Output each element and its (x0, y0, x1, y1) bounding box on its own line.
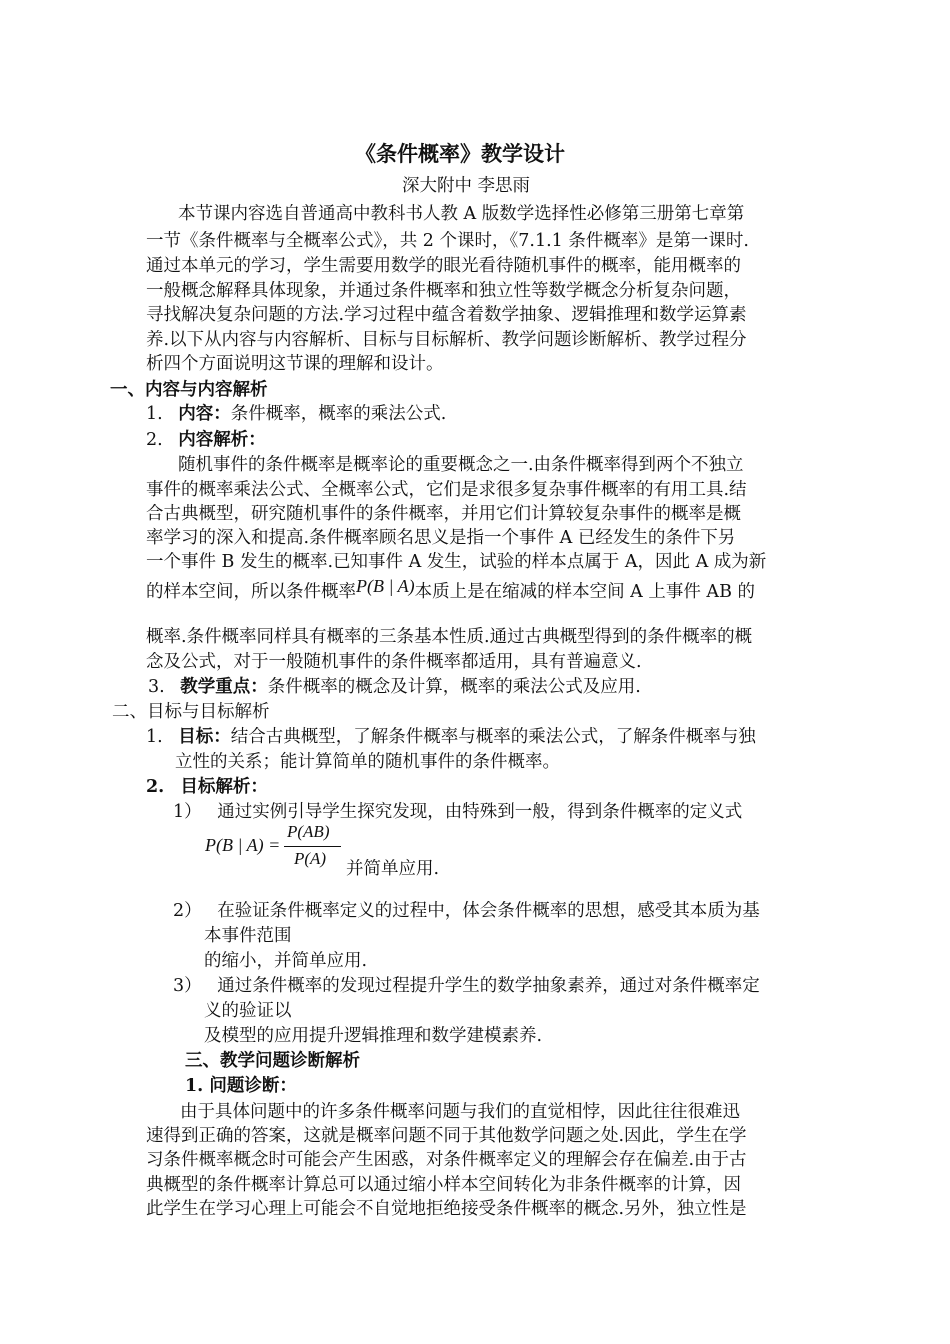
s1-para-line: 率学习的深入和提高.条件概率顾名思义是指一个事件 A 已经发生的条件下另 (146, 528, 736, 548)
s1-para-line: 合古典概型，研究随机事件的条件概率，并用它们计算较复杂事件的概率是概 (146, 504, 741, 524)
s2-item1-text: 结合古典概型，了解条件概率与概率的乘法公式，了解条件概率与独 (230, 727, 756, 747)
s3-para-line: 习条件概率概念时可能会产生困惑，对条件概率定义的理解会存在偏差.由于古 (146, 1150, 747, 1170)
s1-item2-label: 内容解析： (178, 430, 266, 450)
doc-author: 深大附中 李思雨 (402, 176, 531, 196)
s2-item1-cont: 立性的关系；能计算简单的随机事件的条件概率。 (175, 752, 560, 772)
s1-item3-text: 条件概率的概念及计算，概率的乘法公式及应用. (267, 677, 641, 697)
fraction-bar (284, 846, 341, 847)
s2-sub2-cont: 的缩小，并简单应用. (204, 951, 368, 971)
s1-item3-label: 教学重点： (180, 677, 268, 697)
s1-item2-num: 2. (146, 430, 163, 450)
s2-sub2 (173, 899, 760, 923)
s2-sub3-cont: 及模型的应用提升逻辑推理和数学建模素养. (204, 1026, 543, 1046)
s3-para-line: 由于具体问题中的许多条件概率问题与我们的直觉相悖，因此往往很难迅 (180, 1102, 740, 1122)
s1-item1-label: 内容： (178, 404, 231, 424)
s2-sub3-cont: 义的验证以 (204, 1001, 292, 1021)
s1-para2-line: 念及公式，对于一般随机事件的条件概率都适用，具有普遍意义. (146, 652, 642, 672)
s2-sub1-text: 通过实例引导学生探究发现，由特殊到一般，得到条件概率的定义式 (217, 802, 743, 822)
s2-sub3-num: 3） (173, 976, 202, 996)
s3-sub-heading: 1. 问题诊断： (185, 1076, 297, 1096)
formula-denominator: P(A) (294, 849, 327, 868)
doc-title: 《条件概率》教学设计 (355, 141, 565, 166)
s1-item1-num: 1. (146, 404, 163, 424)
intro-line: 一般概念解释具体现象，并通过条件概率和独立性等数学概念分析复杂问题， (146, 281, 741, 301)
s2-item1-num: 1. (146, 727, 163, 747)
intro-line: 析四个方面说明这节课的理解和设计。 (146, 354, 444, 374)
section2-heading: 二、目标与目标解析 (112, 702, 270, 722)
formula-fraction (284, 822, 344, 872)
s1-item2 (146, 428, 266, 452)
s1-para-line: 随机事件的条件概率是概率论的重要概念之一.由条件概率得到两个不独立 (178, 455, 744, 475)
s2-item1-label: 目标： (178, 727, 231, 747)
s1-para2-line: 概率.条件概率同样具有概率的三条基本性质.通过古典概型得到的条件概率的概 (146, 627, 753, 647)
s2-sub3-text: 通过条件概率的发现过程提升学生的数学抽象素养，通过对条件概率定 (217, 976, 760, 996)
section1-heading: 一、内容与内容解析 (110, 380, 268, 400)
s1-line6-post: 本质上是在缩减的样本空间 A 上事件 AB 的 (414, 582, 755, 602)
intro-line: 寻找解决复杂问题的方法.学习过程中蕴含着数学抽象、逻辑推理和数学运算素 (146, 305, 747, 325)
s2-item1 (146, 725, 756, 749)
s3-para-line: 此学生在学习心理上可能会不自觉地拒绝接受条件概率的概念.另外，独立性是 (146, 1199, 747, 1219)
s3-para-line: 速得到正确的答案，这就是概率问题不同于其他数学问题之处.因此，学生在学 (146, 1126, 747, 1146)
s2-item2-num: 2. (146, 777, 165, 797)
s2-item2-label: 目标解析： (180, 777, 268, 797)
s2-sub2-cont: 本事件范围 (204, 926, 292, 946)
s1-para-line: 事件的概率乘法公式、全概率公式，它们是求很多复杂事件概率的有用工具.结 (146, 480, 747, 500)
s1-para-line-math (146, 576, 755, 603)
s1-para-line: 一个事件 B 发生的概率.已知事件 A 发生，试验的样本点属于 A，因此 A 成为新 (146, 552, 767, 572)
s3-para-line: 典概型的条件概率计算总可以通过缩小样本空间转化为非条件概率的计算，因 (146, 1175, 741, 1195)
intro-line: 本节课内容选自普通高中教科书人教 A 版数学选择性必修第三册第七章第 (178, 204, 745, 224)
intro-line: 通过本单元的学习，学生需要用数学的眼光看待随机事件的概率，能用概率的 (146, 256, 741, 276)
s2-sub1 (173, 800, 742, 824)
s1-item3 (148, 675, 641, 699)
intro-line: 一节《条件概率与全概率公式》，共 2 个课时，《7.1.1 条件概率》是第一课时. (146, 231, 749, 251)
section3-heading: 三、教学问题诊断解析 (185, 1051, 360, 1071)
s2-sub2-num: 2） (173, 901, 202, 921)
s2-sub1-num: 1） (173, 802, 202, 822)
s1-line6-pre: 的样本空间，所以条件概率 (146, 582, 356, 602)
formula-lhs: P(B | A) = (205, 835, 281, 855)
s1-item1-text: 条件概率，概率的乘法公式. (230, 404, 447, 424)
intro-line: 养.以下从内容与内容解析、目标与目标解析、教学问题诊断解析、教学过程分 (146, 330, 747, 350)
conditional-prob-math: P(B | A) (356, 576, 415, 596)
s2-sub3 (173, 974, 760, 998)
formula-post: 并简单应用. (346, 859, 440, 879)
s2-sub2-text: 在验证条件概率定义的过程中，体会条件概率的思想，感受其本质为基 (217, 901, 760, 921)
s1-item3-num: 3. (148, 677, 165, 697)
s1-item1 (146, 402, 446, 426)
s2-item2 (146, 775, 268, 799)
formula-numerator: P(AB) (287, 822, 330, 841)
